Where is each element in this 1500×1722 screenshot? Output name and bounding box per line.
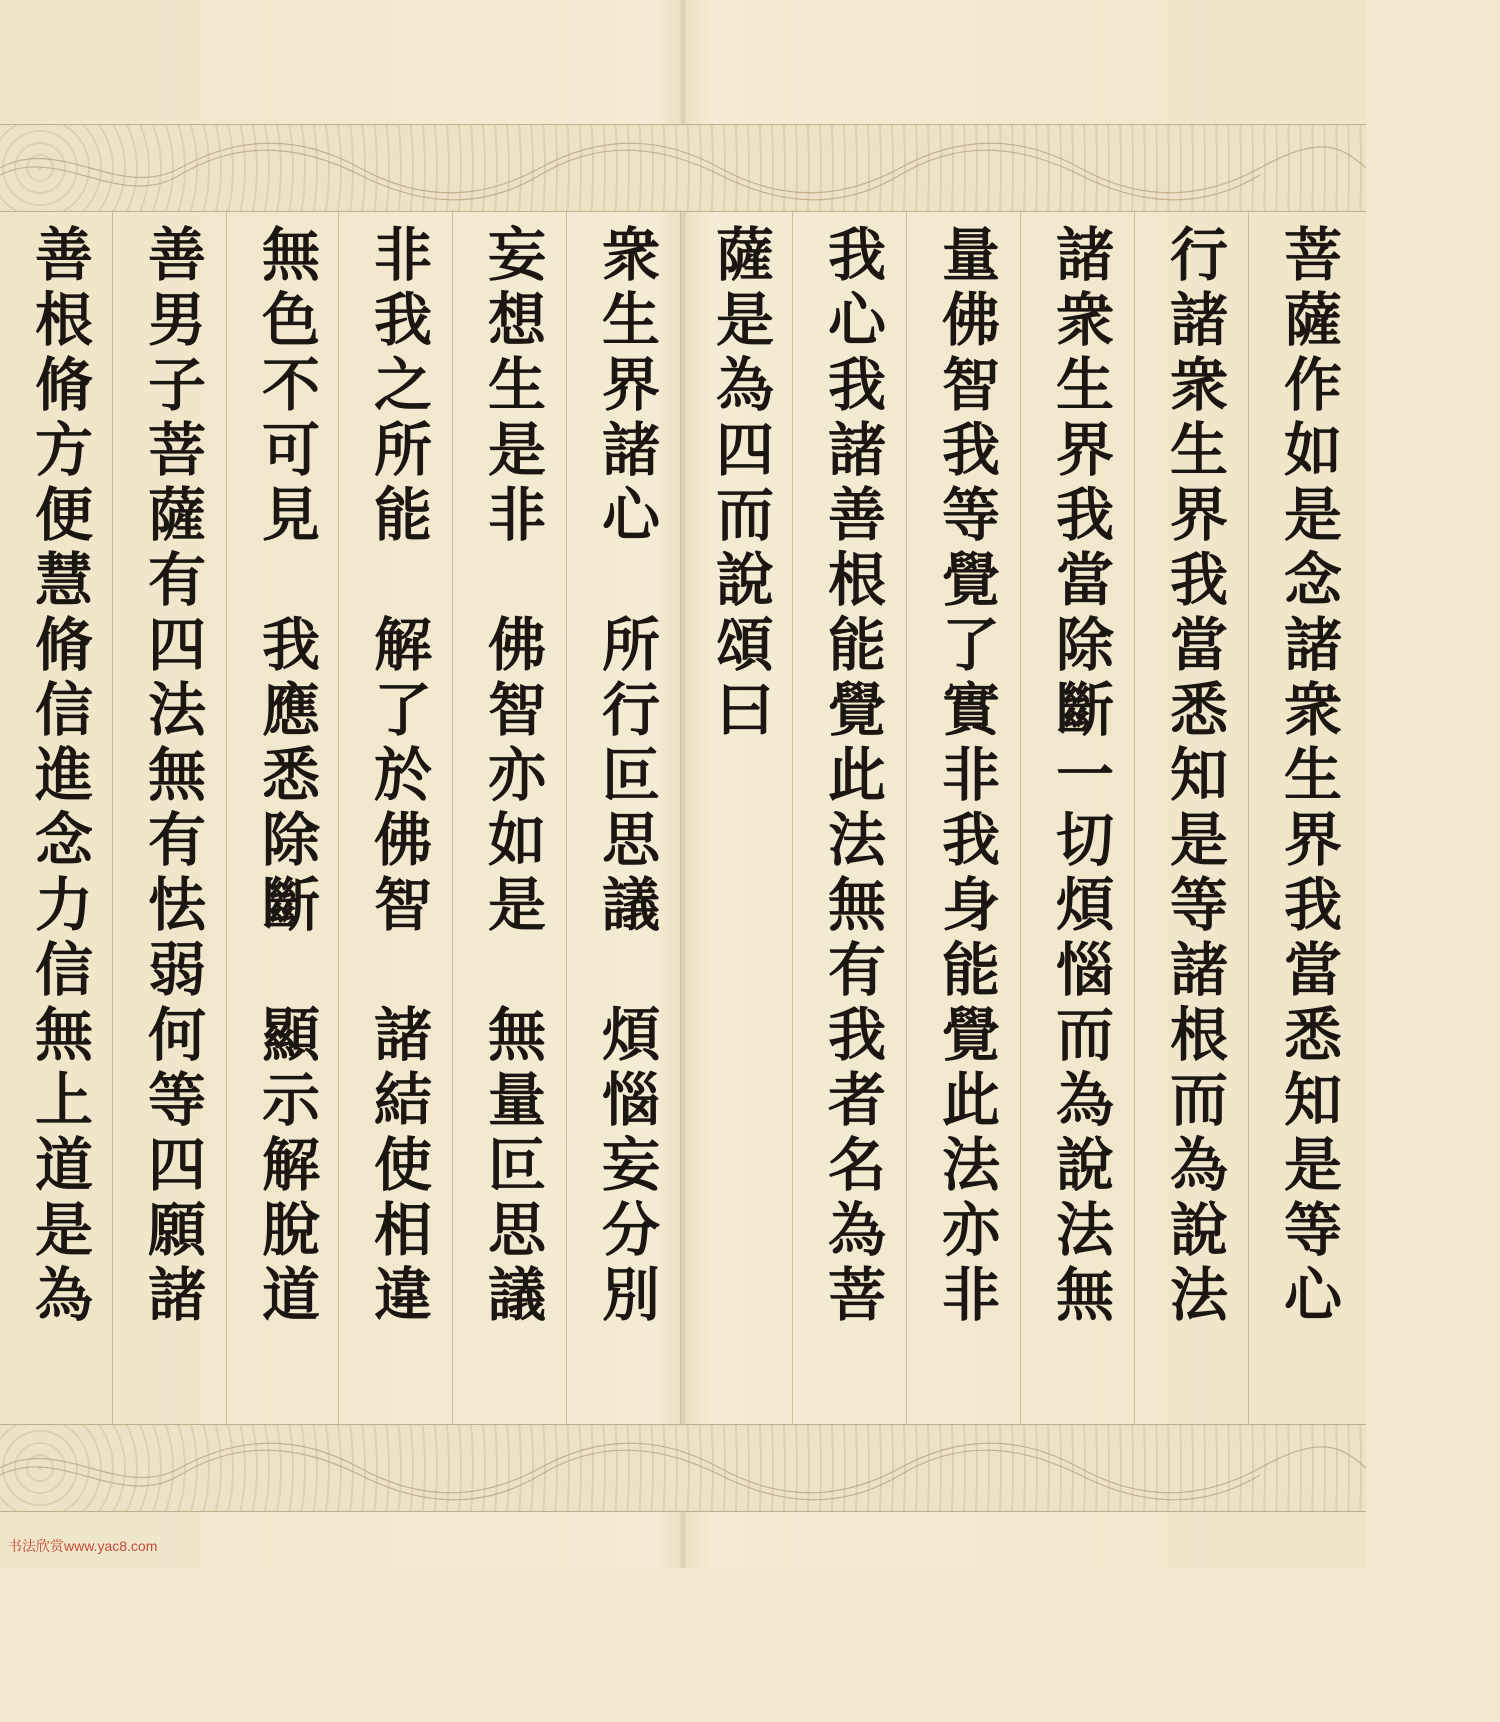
column-10 [226,210,344,1424]
scroll-pattern-top [0,125,1366,211]
column-6-text: 薩是為四而說頌曰 [706,224,774,744]
column-8 [452,210,570,1424]
column-3-text: 諸衆生界我當除斷一切煩惱而為說法無 [1046,224,1114,1329]
column-1-text: 菩薩作如是念諸衆生界我當悉知是等心 [1274,224,1342,1329]
decorative-border-bottom [0,1424,1366,1512]
column-6 [680,210,798,1424]
column-4 [906,210,1024,1424]
column-8-text: 妄想生是非 佛智亦如是 無量叵思議 [478,224,546,1329]
column-12-text: 善根脩方便慧脩信進念力信無上道是為 [25,224,93,1329]
column-1 [1248,210,1366,1424]
column-2-text: 行諸衆生界我當悉知是等諸根而為說法 [1160,224,1228,1329]
column-9 [338,210,456,1424]
column-5-text: 我心我諸善根能覺此法無有我者名為菩 [818,224,886,1329]
column-7-text: 衆生界諸心 所行叵思議 煩惱妄分別 [592,224,660,1329]
decorative-border-top [0,124,1366,212]
column-3 [1020,210,1138,1424]
column-7 [566,210,684,1424]
column-5 [792,210,910,1424]
column-12 [0,210,118,1424]
column-4-text: 量佛智我等覺了實非我身能覺此法亦非 [932,224,1000,1329]
column-9-text: 非我之所能 解了於佛智 諸結使相違 [364,224,432,1329]
text-columns [0,210,1366,1424]
column-11-text: 善男子菩薩有四法無有怯弱何等四願諸 [138,224,206,1329]
column-2 [1134,210,1252,1424]
scroll-pattern-bottom [0,1425,1366,1511]
site-watermark: 书法欣赏www.yac8.com [8,1538,158,1554]
column-11 [112,210,230,1424]
column-10-text: 無色不可見 我應悉除斷 顯示解脫道 [252,224,320,1329]
